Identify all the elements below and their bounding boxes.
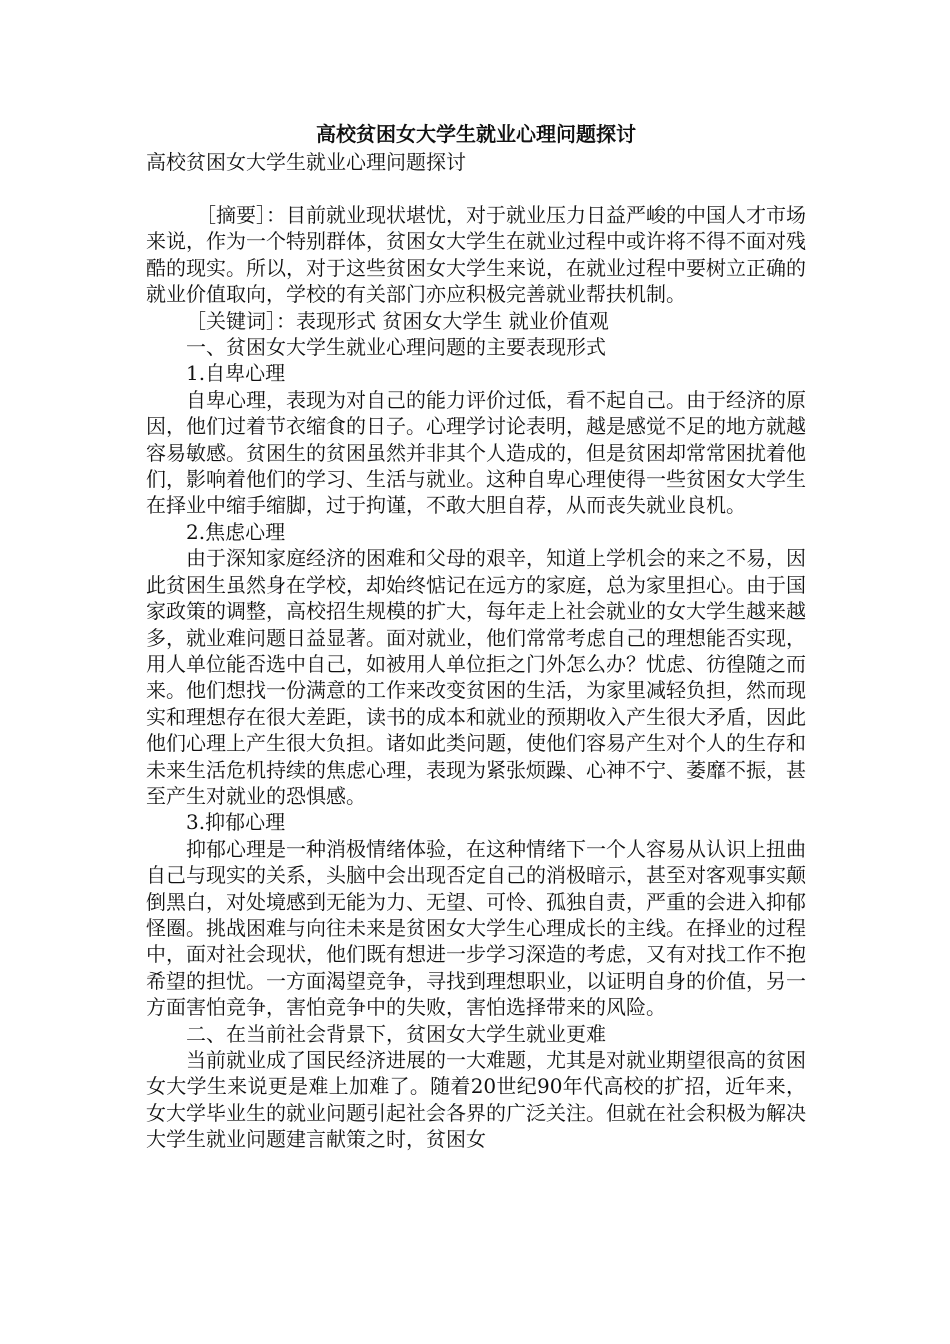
document-page bbox=[146, 120, 806, 1153]
document-subtitle: 高校贫困女大学生就业心理问题探讨 bbox=[146, 150, 466, 174]
subheading-anxiety: 2.焦虑心理 bbox=[186, 519, 286, 544]
document-title: 高校贫困女大学生就业心理问题探讨 bbox=[316, 122, 636, 146]
section-heading-1: 一、贫困女大学生就业心理问题的主要表现形式 bbox=[186, 335, 606, 360]
keywords-line: ［关键词］：表现形式 贫困女大学生 就业价值观 bbox=[186, 308, 609, 333]
paragraph-anxiety: 由于深知家庭经济的困难和父母的艰辛，知道上学机会的来之不易，因此贫困生虽然身在学校，却始终惦记在远方的家庭，总为家里担心。由于国家政策的调整，高校招生规模的扩大，每年走上社会就业的女大学生越来越多，就业难问题日益显著。面对就业，他们常常考虑自己的理想能否实现，用人单位能否选中自己，如被用人单位拒之门外怎么办？忧虑、彷徨随之而来。他们想找一份满意的工作来改变贫困的生活，为家里减轻负担，然而现实和理想存在很大差距，读书的成本和就业的预期收入产生很大矛盾，因此他们心理上产生很大负担。诸如此类问题，使他们容易产生对个人的生存和未来生活危机持续的焦虑心理，表现为紧张烦躁、心神不宁、萎靡不振，甚至产生对就业的恐惧感。 bbox=[146, 546, 806, 808]
paragraph-section-2: 当前就业成了国民经济进展的一大难题，尤其是对就业期望很高的贫困女大学生来说更是难上加难了。随着20世纪90年代高校的扩招，近年来，女大学毕业生的就业问题引起社会各界的广泛关注。但就在社会积极为解决大学生就业问题建言献策之时，贫困女 bbox=[146, 1048, 806, 1152]
section-heading-2: 二、在当前社会背景下，贫困女大学生就业更难 bbox=[186, 1021, 606, 1046]
subheading-inferiority: 1.自卑心理 bbox=[186, 361, 286, 386]
subheading-depression: 3.抑郁心理 bbox=[186, 810, 286, 835]
paragraph-depression: 抑郁心理是一种消极情绪体验，在这种情绪下一个人容易从认识上扭曲自己与现实的关系，头脑中会出现否定自己的消极暗示，甚至对客观事实颠倒黑白，对处境感到无能为力、无望、可怜、孤独自责，严重的会进入抑郁怪圈。挑战困难与向往未来是贫困女大学生心理成长的主线。在择业的过程中，面对社会现状，他们既有想进一步学习深造的考虑，又有对找工作不抱希望的担忧。一方面渴望竞争，寻找到理想职业，以证明自身的价值，另一方面害怕竞争，害怕竞争中的失败，害怕选择带来的风险。 bbox=[146, 836, 806, 1020]
abstract-paragraph: ［摘要］：目前就业现状堪忧，对于就业压力日益严峻的中国人才市场来说，作为一个特别群体，贫困女大学生在就业过程中或许将不得不面对残酷的现实。所以，对于这些贫困女大学生来说，在就业过程中要树立正确的就业价值取向，学校的有关部门亦应积极完善就业帮扶机制。 bbox=[146, 203, 806, 307]
paragraph-inferiority: 自卑心理，表现为对自己的能力评价过低，看不起自己。由于经济的原因，他们过着节衣缩食的日子。心理学讨论表明，越是感觉不足的地方就越容易敏感。贫困生的贫困虽然并非其个人造成的，但是贫困却常常困扰着他们，影响着他们的学习、生活与就业。这种自卑心理使得一些贫困女大学生在择业中缩手缩脚，过于拘谨，不敢大胆自荐，从而丧失就业良机。 bbox=[146, 387, 806, 518]
